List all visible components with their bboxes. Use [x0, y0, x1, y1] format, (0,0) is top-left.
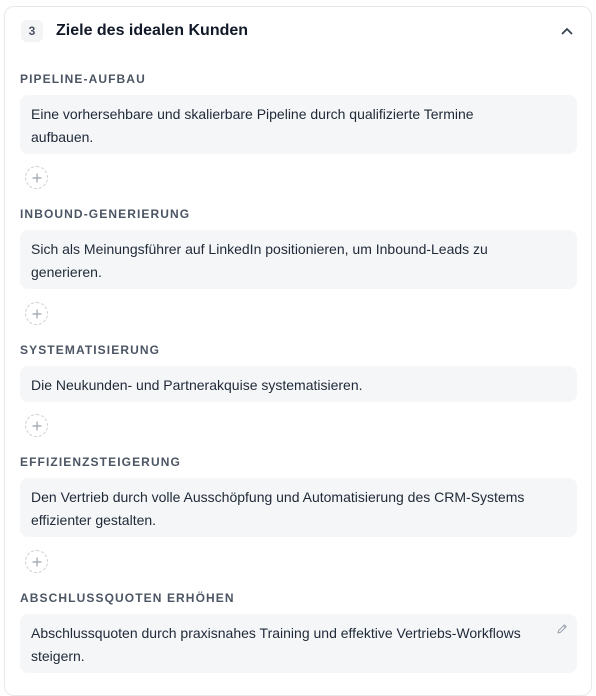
goal-text-field[interactable]: [20, 366, 577, 402]
goal-text-field[interactable]: [20, 230, 577, 289]
goal-text-field[interactable]: [20, 478, 577, 537]
goal-text: Die Neukunden- und Partnerakquise systematisieren.: [31, 377, 363, 393]
goal-label: ABSCHLUSSQUOTEN ERHÖHEN: [20, 591, 235, 605]
plus-icon: [32, 173, 42, 183]
add-goal-button[interactable]: [25, 302, 48, 325]
plus-icon: [32, 557, 42, 567]
goal-label: SYSTEMATISIERUNG: [20, 343, 161, 357]
goal-text-field[interactable]: [20, 95, 577, 154]
goal-text: Den Vertrieb durch volle Ausschöpfung und Automatisierung des CRM-Systems effizienter gestalten.: [31, 489, 525, 528]
pencil-icon[interactable]: [555, 622, 569, 636]
collapse-toggle-button[interactable]: [557, 21, 577, 41]
goal-text: Eine vorhersehbare und skalierbare Pipeline durch qualifizierte Termine aufbauen.: [31, 106, 474, 145]
ideal-customer-goals-card: [4, 6, 592, 696]
card-header[interactable]: [5, 7, 591, 55]
goal-label: PIPELINE-AUFBAU: [20, 72, 146, 86]
chevron-up-icon: [561, 27, 573, 35]
add-goal-button[interactable]: [25, 414, 48, 437]
add-goal-button[interactable]: [25, 550, 48, 573]
plus-icon: [32, 309, 42, 319]
step-number-badge: 3: [21, 20, 43, 42]
card-title: Ziele des idealen Kunden: [56, 22, 249, 39]
plus-icon: [32, 421, 42, 431]
goal-text: Abschlussquoten durch praxisnahes Training und effektive Vertriebs-Workflows steigern.: [31, 625, 521, 664]
goal-label: INBOUND-GENERIERUNG: [20, 207, 191, 221]
goal-text-field[interactable]: [20, 614, 577, 673]
add-goal-button[interactable]: [25, 166, 48, 189]
goal-label: EFFIZIENZSTEIGERUNG: [20, 455, 181, 469]
goal-text: Sich als Meinungsführer auf LinkedIn positionieren, um Inbound-Leads zu generieren.: [31, 241, 488, 280]
